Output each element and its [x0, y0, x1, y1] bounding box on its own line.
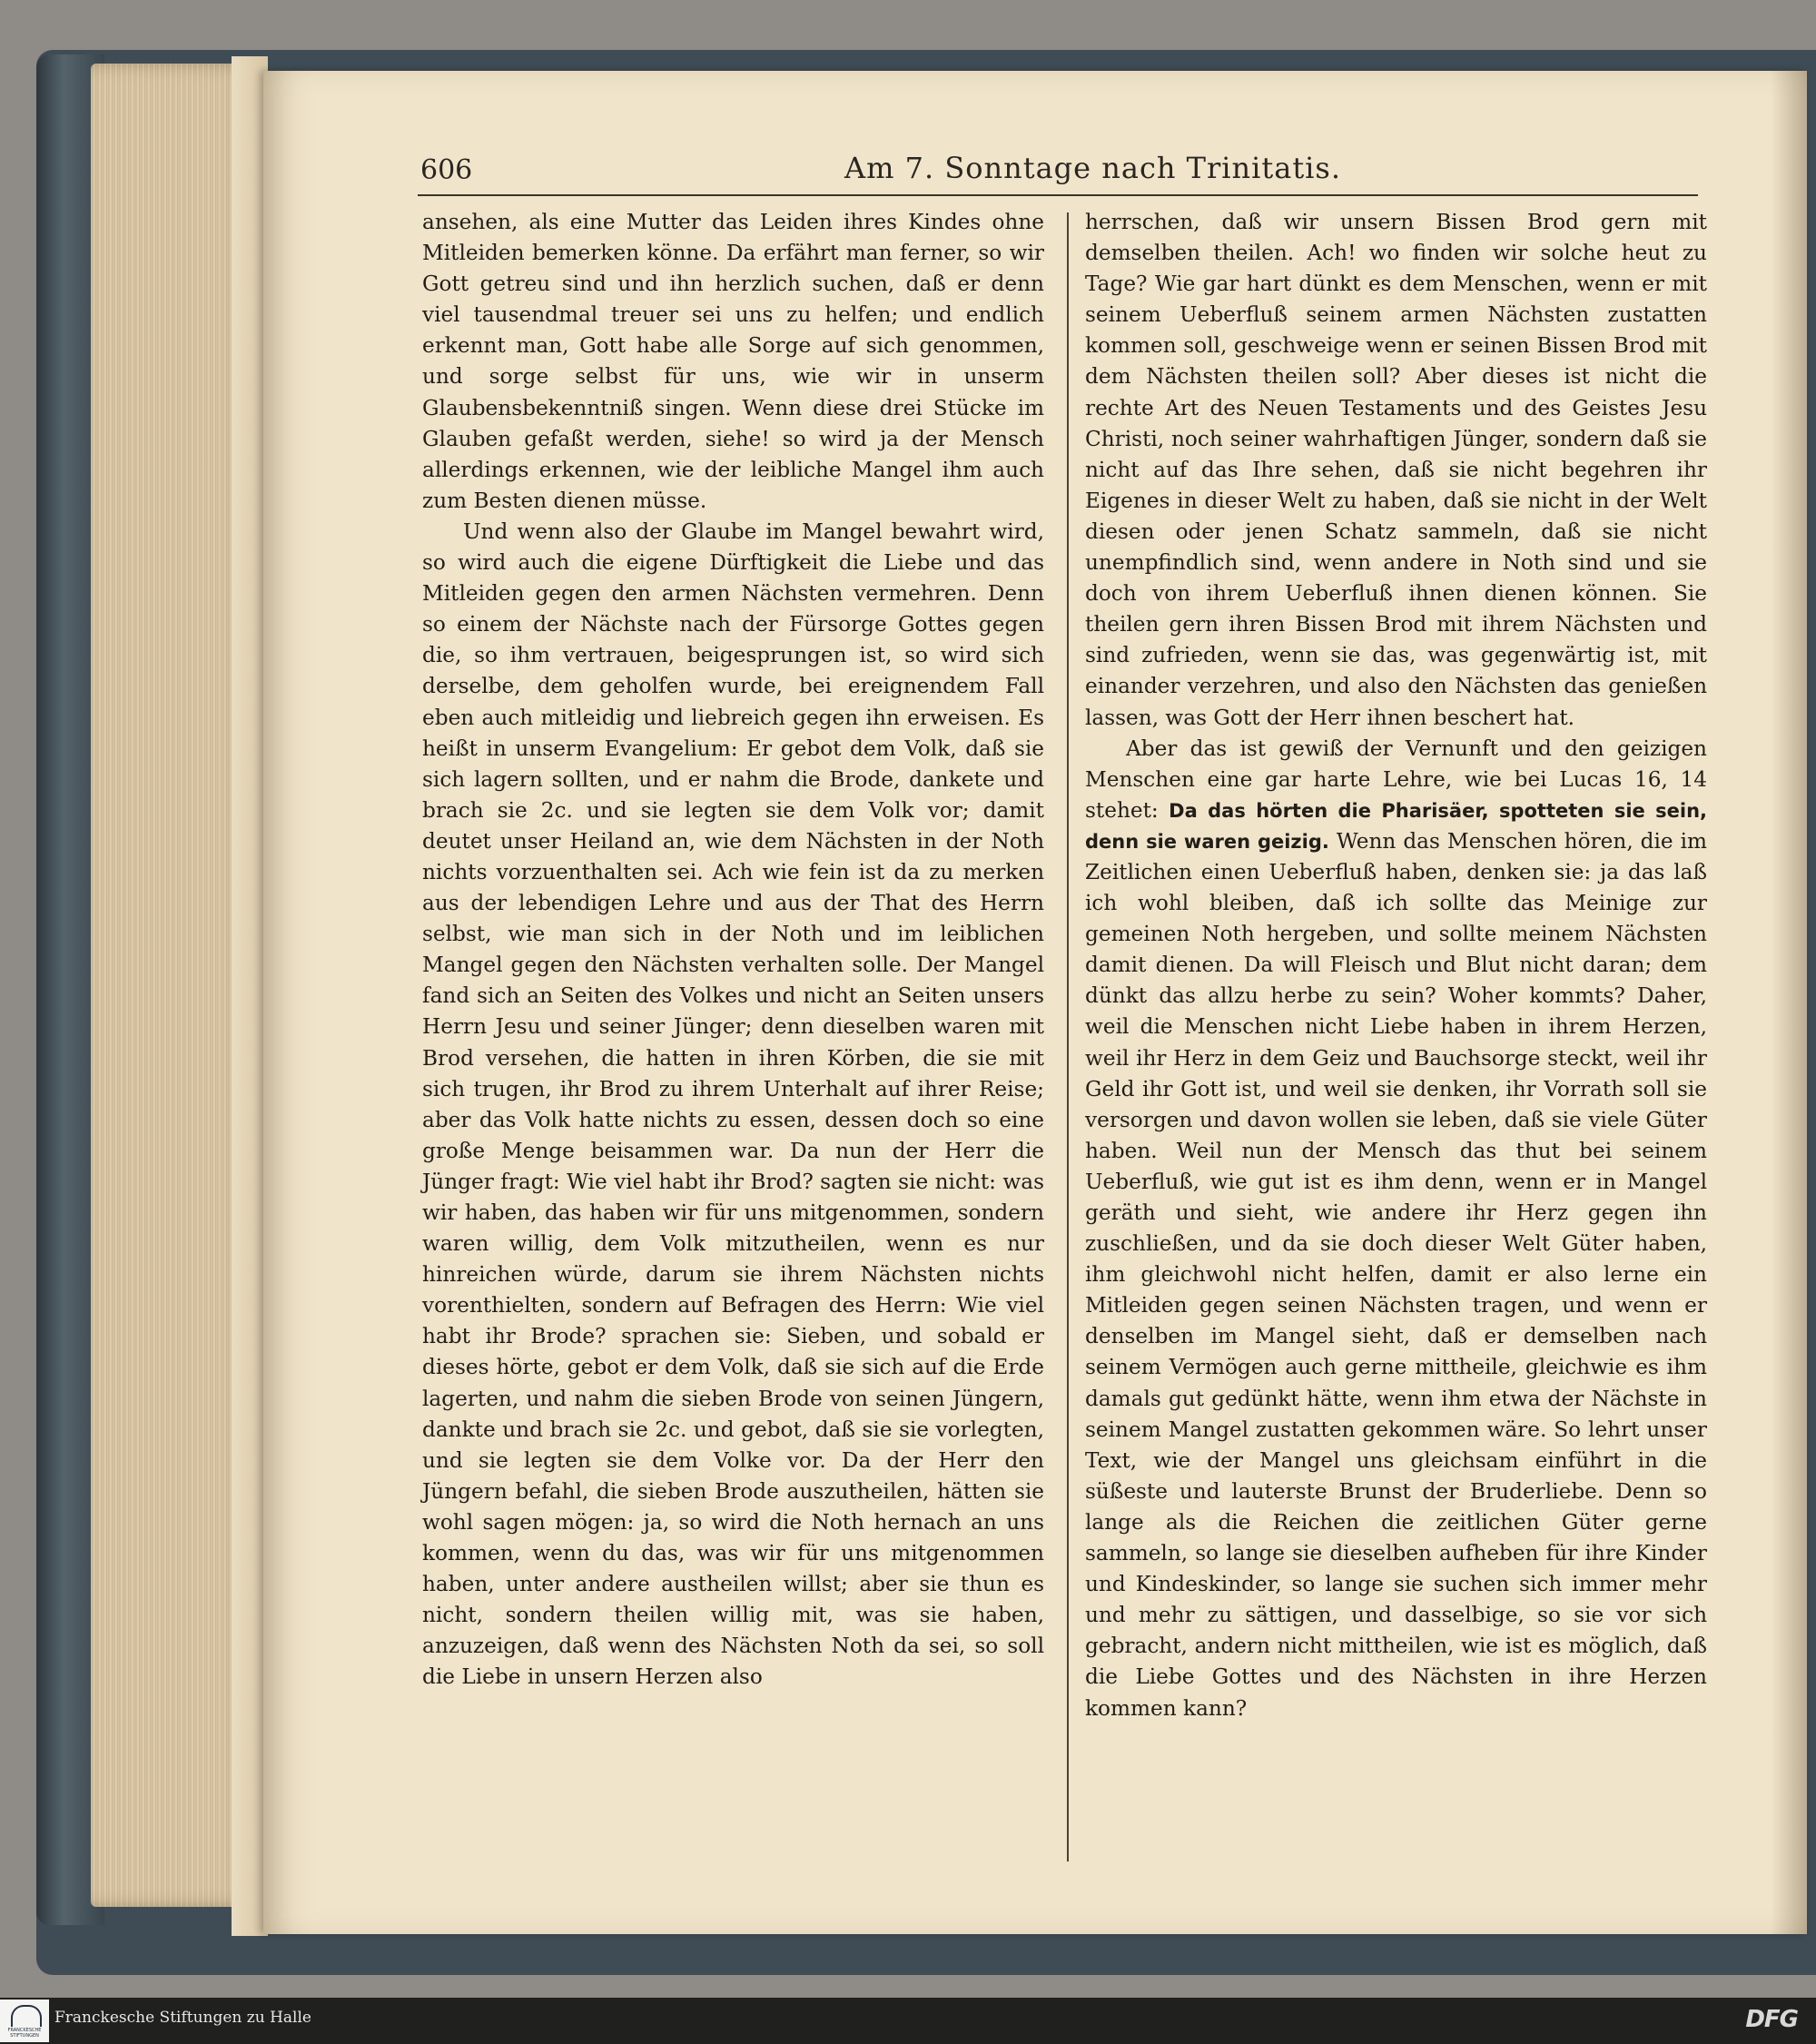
book-page: [263, 71, 1807, 1934]
right-paragraph-2: [1085, 734, 1707, 1724]
institution-logo: [0, 2000, 49, 2042]
institution-name: Franckesche Stiftungen zu Halle: [54, 2009, 311, 2027]
right-paragraph-1: herrschen, daß wir unsern Bissen Brod gern mit demselben theilen. Ach! wo finden wir solche heut zu Tage? Wie gar hart dünkt es dem Menschen, wenn er mit seinem Ueberfluß seinem armen Nächsten zustatten kommen soll, geschweige wenn er seinen Bissen Brod mit dem Nächsten theilen soll? Aber dieses ist nicht die rechte Art des Neuen Testaments und des Geistes Jesu Christi, noch seiner wahrhaftigen Jünger, sondern daß sie nicht auf das Ihre sehen, daß sie nicht begehren ihr Eigenes in dieser Welt zu haben, daß sie nicht in der Welt diesen oder jenen Schatz sammeln, daß sie nicht unempfindlich sind, wenn andere in Noth sind und sie doch von ihrem Ueberfluß ihnen dienen können. Sie theilen gern ihren Bissen Brod mit ihrem Nächsten und sind zufrieden, wenn sie das, was gegenwärtig ist, mit einander verzehren, und also den Nächsten das genießen lassen, was Gott der Herr ihnen beschert hat.: [1085, 210, 1707, 730]
header-rule: [418, 194, 1698, 196]
right-paragraph-2-rest: Wenn das Menschen hören, die im Zeitlichen einen Ueberfluß haben, denken sie: ja das laß ich wohl bleiben, daß ich sollte das Meinige zur gemeinen Noth hergeben, und sollte meinem Nächsten damit dienen. Da will Fleisch und Blut nicht daran; dem dünkt das allzu herbe zu sein? Woher kommts? Daher, weil die Menschen nicht Liebe haben in ihrem Herzen, weil ihr Herz in dem Geiz und Bauchsorge steckt, weil ihr Geld ihr Gott ist, und weil sie denken, ihr Vorrath soll sie versorgen und davon wollen sie leben, daß sie viele Güter haben. Weil nun der Mensch das thut bei seinem Ueberfluß, wie gut ist es ihm denn, wenn er in Mangel geräth und sieht, wie andere ihr Herz gegen ihn zuschließen, und da sie doch dieser Welt Güter haben, ihm gleichwohl nicht helfen, damit er also lerne ein Mitleiden gegen seinen Nächsten tragen, und wenn er denselben im Mangel sieht, daß er demselben nach seinem Vermögen auch gerne mittheile, gleichwie es ihm damals gut gedünkt hätte, wenn ihm etwa der Nächste in seinem Mangel zustatten gekommen wäre. So lehrt unser Text, wie der Mangel uns gleichsam einführt in die süßeste und lauterste Brunst der Bruderliebe. Denn so lange als die Reichen die zeitlichen Güter gerne sammeln, so lange sie dieselben aufheben für ihre Kinder und Kindeskinder, so lange sie suchen sich immer mehr und mehr zu sättigen, und dasselbige, so sie vor sich gebracht, andern nicht mittheilen, wie ist es möglich, daß die Liebe Gottes und des Nächsten in ihre Herzen kommen kann?: [1085, 828, 1707, 1721]
page-number: 606: [420, 154, 473, 186]
page-stack: [232, 56, 268, 1936]
dfg-logo: DFG: [1745, 2006, 1798, 2033]
scripture-quote: Da das hörten die Pharisäer, spotteten sie sein, denn sie waren geizig.: [1085, 799, 1707, 853]
logo-text: FRANCKESCHE STIFTUNGEN: [7, 2028, 42, 2039]
right-column: [1085, 207, 1707, 1724]
left-paragraph-2: Und wenn also der Glaube im Mangel bewahrt wird, so wird auch die eigene Dürftigkeit die Liebe und das Mitleiden gegen den armen Nächsten vermehren. Denn so einem der Nächste nach der Fürsorge Gottes gegen die, so ihm vertrauen, beigesprungen ist, so wird sich derselbe, dem geholfen wurde, bei ereignendem Fall eben auch mitleidig und liebreich gegen ihn erweisen. Es heißt in unserm Evangelium: Er gebot dem Volk, daß sie sich lagern sollten, und er nahm die Brode, dankete und brach sie 2c. und sie legten sie dem Volk vor; damit deutet unser Heiland an, wie dem Nächsten in der Noth nichts vorzuenthalten sei. Ach wie fein ist da zu merken aus der lebendigen Lehre und aus der That des Herrn selbst, wie man sich in der Noth und im leiblichen Mangel gegen den Nächsten verhalten solle. Der Mangel fand sich an Seiten des Volkes und nicht an Seiten unsers Herrn Jesu und seiner Jünger; denn dieselben waren mit Brod versehen, die hatten in ihren Körben, die sie mit sich trugen, ihr Brod zu ihrem Unterhalt auf ihrer Reise; aber das Volk hatte nichts zu essen, dessen doch so eine große Menge beisammen war. Da nun der Herr die Jünger fragt: Wie viel habt ihr Brod? sagten sie nicht: was wir haben, das haben wir für uns mitgenommen, sondern waren willig, dem Volk mitzutheilen, wenn es nur hinreichen würde, darum sie ihrem Nächsten nichts vorenthielten, sondern auf Befragen des Herrn: Wie viel habt ihr Brode? sprachen sie: Sieben, und sobald er dieses hörte, gebot er dem Volk, daß sie sich auf die Erde lagerten, und nahm die sieben Brode von seinen Jüngern, dankte und brach sie 2c. und gebot, daß sie sie vorlegten, und sie legten sie dem Volke vor. Da der Herr den Jüngern befahl, die sieben Brode auszutheilen, hätten sie wohl sagen mögen: ja, so wird die Noth hernach an uns kommen, wenn du das, was wir für uns mitgenommen haben, unter andere austheilen willst; aber sie thun es nicht, sondern theilen willig mit, was sie haben, anzuzeigen, daß wenn des Nächsten Noth da sei, so soll die Liebe in unsern Herzen also: [422, 518, 1044, 1690]
right-paragraph-2-start: Aber das ist gewiß der Vernunft und den geizigen Menschen eine gar harte Lehre, wie bei Lucas 16, 14 stehet:: [1085, 736, 1707, 823]
page-edges: [91, 64, 250, 1907]
logo-arch-icon: [11, 2005, 42, 2027]
left-paragraph-1: ansehen, als eine Mutter das Leiden ihres Kindes ohne Mitleiden bemerken könne. Da erfährt man ferner, so wir Gott getreu sind und ihn herzlich suchen, daß er denn viel tausendmal treuer sei uns zu helfen; und endlich erkennt man, Gott habe alle Sorge auf sich genommen, und sorge selbst für uns, wie wir in unserm Glaubensbekenntniß singen. Wenn diese drei Stücke im Glauben gefaßt werden, siehe! so wird ja der Mensch allerdings erkennen, wie der leibliche Mangel ihm auch zum Besten dienen müsse.: [422, 210, 1044, 513]
running-title: Am 7. Sonntage nach Trinitatis.: [844, 151, 1341, 185]
column-divider: [1067, 212, 1069, 1861]
left-column: [422, 207, 1044, 1693]
